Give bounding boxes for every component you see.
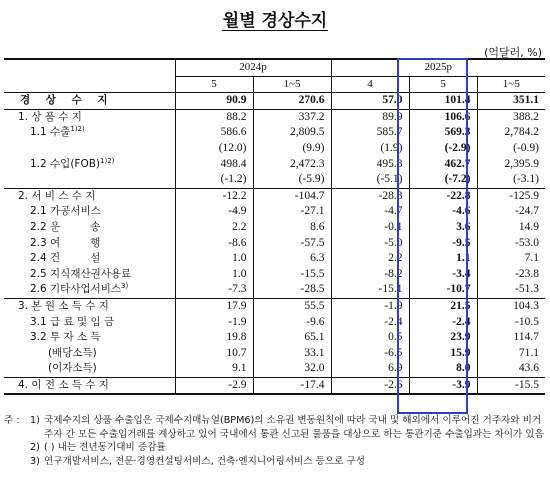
value-cell: -2.9 bbox=[175, 377, 253, 394]
value-cell: -28.3 bbox=[331, 188, 409, 204]
value-cell: -53.0 bbox=[477, 236, 545, 252]
value-cell: 65.1 bbox=[253, 330, 331, 346]
value-cell: 6.3 bbox=[253, 251, 331, 267]
value-cell: 19.8 bbox=[175, 330, 253, 346]
footnote-number: 2) bbox=[30, 442, 40, 454]
value-cell: 495.8 bbox=[331, 157, 409, 173]
unit-label: (억달러, %) bbox=[484, 46, 542, 59]
row-label bbox=[4, 361, 175, 377]
table-row bbox=[4, 188, 545, 204]
value-cell: -104.7 bbox=[253, 188, 331, 204]
value-cell: -15.5 bbox=[253, 267, 331, 283]
value-cell: 55.5 bbox=[253, 298, 331, 314]
row-label bbox=[4, 346, 175, 362]
value-cell: (-2.9) bbox=[409, 141, 477, 157]
value-cell: (-5.9) bbox=[253, 172, 331, 188]
table-row bbox=[4, 330, 545, 346]
value-cell: 498.4 bbox=[175, 157, 253, 173]
row-label bbox=[4, 267, 175, 283]
value-cell: 90.9 bbox=[175, 93, 253, 110]
row-label bbox=[4, 157, 175, 173]
value-cell: -51.3 bbox=[477, 282, 545, 298]
row-label-text: 3. 본 원 소 득 수 지 bbox=[18, 299, 109, 312]
value-cell: -7.3 bbox=[175, 282, 253, 298]
value-cell: (-5.1) bbox=[331, 172, 409, 188]
value-cell: -2.4 bbox=[331, 315, 409, 331]
value-cell: -8.6 bbox=[175, 236, 253, 252]
value-cell: -22.8 bbox=[409, 188, 477, 204]
row-label bbox=[4, 204, 175, 220]
footnote-mark: 주 : bbox=[4, 415, 20, 426]
value-cell: -57.5 bbox=[253, 236, 331, 252]
value-cell: -2.4 bbox=[409, 315, 477, 331]
value-cell: 586.6 bbox=[175, 125, 253, 141]
value-cell: 2,395.9 bbox=[477, 157, 545, 173]
row-label bbox=[4, 236, 175, 252]
value-cell: (-0.9) bbox=[477, 141, 545, 157]
row-label-text: 2.5 지식재산권사용료 bbox=[30, 267, 132, 280]
row-label-text: 경 상 수 지 bbox=[20, 94, 114, 107]
value-cell: 1.0 bbox=[175, 251, 253, 267]
row-label-text: 2.6 기타사업서비스 bbox=[30, 283, 122, 296]
value-cell: 32.0 bbox=[253, 361, 331, 377]
table-row bbox=[4, 377, 545, 394]
footnotes bbox=[4, 414, 544, 468]
row-label-text: 3.1 급 료 및 임 금 bbox=[30, 315, 115, 328]
value-cell: -1.9 bbox=[175, 315, 253, 331]
value-cell: 2,472.3 bbox=[253, 157, 331, 173]
value-cell: 21.5 bbox=[409, 298, 477, 314]
row-label-text: 2.2 운 송 bbox=[30, 220, 101, 233]
header-blank bbox=[4, 59, 175, 93]
header-month: 1~5 bbox=[477, 76, 545, 93]
value-cell: -15.1 bbox=[331, 282, 409, 298]
table-row bbox=[4, 251, 545, 267]
table-row bbox=[4, 267, 545, 283]
row-label-text: (이자소득) bbox=[48, 362, 97, 375]
header-month: 1~5 bbox=[253, 76, 331, 93]
footnote-number: 1) bbox=[30, 415, 40, 426]
header-month: 4 bbox=[331, 76, 409, 93]
value-cell: 6.9 bbox=[331, 361, 409, 377]
value-cell: 569.3 bbox=[409, 125, 477, 141]
page-title: 월별 경상수지 bbox=[222, 11, 328, 31]
value-cell: 2,809.5 bbox=[253, 125, 331, 141]
footnote bbox=[4, 441, 544, 455]
value-cell: 9.1 bbox=[175, 361, 253, 377]
row-label-text: 3.2 투 자 소 득 bbox=[30, 331, 101, 344]
table-row bbox=[4, 361, 545, 377]
value-cell: -12.2 bbox=[175, 188, 253, 204]
value-cell: -23.8 bbox=[477, 267, 545, 283]
value-cell: -2.6 bbox=[331, 377, 409, 394]
value-cell: -15.5 bbox=[477, 377, 545, 394]
value-cell: 114.7 bbox=[477, 330, 545, 346]
table-row bbox=[4, 204, 545, 220]
row-label-text: 2.1 가공서비스 bbox=[30, 205, 101, 218]
row-label-text: 4. 이 전 소 득 수 지 bbox=[18, 378, 109, 391]
table-row bbox=[4, 109, 545, 125]
value-cell: -8.2 bbox=[331, 267, 409, 283]
value-cell: 106.6 bbox=[409, 109, 477, 125]
row-label bbox=[4, 125, 175, 141]
value-cell: 351.1 bbox=[477, 93, 545, 110]
row-label-text: 2. 서 비 스 수 지 bbox=[18, 189, 96, 202]
value-cell: -0.1 bbox=[331, 220, 409, 236]
row-label bbox=[4, 220, 175, 236]
table-row bbox=[4, 282, 545, 298]
value-cell: 0.5 bbox=[331, 330, 409, 346]
value-cell: 1.0 bbox=[175, 267, 253, 283]
value-cell: 71.1 bbox=[477, 346, 545, 362]
row-label-text: 2.4 건 설 bbox=[30, 252, 101, 265]
row-label bbox=[4, 298, 175, 314]
value-cell: 17.9 bbox=[175, 298, 253, 314]
row-label bbox=[4, 282, 175, 298]
value-cell: 2.2 bbox=[175, 220, 253, 236]
value-cell: -125.9 bbox=[477, 188, 545, 204]
value-cell: (-3.1) bbox=[477, 172, 545, 188]
footnote-text: ( ) 내는 전년동기대비 증감률 bbox=[44, 442, 166, 454]
value-cell: -17.4 bbox=[253, 377, 331, 394]
row-label bbox=[4, 109, 175, 125]
header-year-2024: 2024p bbox=[175, 59, 331, 76]
row-label bbox=[4, 377, 175, 394]
value-cell: (-1.2) bbox=[175, 172, 253, 188]
value-cell: -3.4 bbox=[409, 267, 477, 283]
value-cell: -10.7 bbox=[409, 282, 477, 298]
row-label bbox=[4, 93, 175, 110]
value-cell: 2,784.2 bbox=[477, 125, 545, 141]
value-cell: -9.6 bbox=[253, 315, 331, 331]
row-label bbox=[4, 172, 175, 188]
value-cell: 57.0 bbox=[331, 93, 409, 110]
footnote bbox=[4, 455, 544, 469]
value-cell: -5.0 bbox=[331, 236, 409, 252]
value-cell: -4.7 bbox=[331, 204, 409, 220]
value-cell: -27.1 bbox=[253, 204, 331, 220]
value-cell: 388.2 bbox=[477, 109, 545, 125]
value-cell: (12.0) bbox=[175, 141, 253, 157]
footnote-number: 3) bbox=[30, 455, 40, 467]
table-row bbox=[4, 220, 545, 236]
title-underline bbox=[222, 30, 328, 31]
value-cell: 33.1 bbox=[253, 346, 331, 362]
current-account-table bbox=[4, 58, 545, 395]
footnote-mark bbox=[4, 455, 30, 469]
table-row bbox=[4, 236, 545, 252]
value-cell: -3.9 bbox=[409, 377, 477, 394]
value-cell: -4.6 bbox=[409, 204, 477, 220]
table-row bbox=[4, 141, 545, 157]
value-cell: 14.9 bbox=[477, 220, 545, 236]
value-cell: 585.7 bbox=[331, 125, 409, 141]
footnote-text: 국제수지의 상품 수출입은 국제수지매뉴얼(BPM6)의 소유권 변동원칙에 따라 국내 및 해외에서 이루어진 거주자와 비거주자 간 모든 수출입거래를 계상하고 있어 국내에서 통관 신고된 물품을 대상으로 하는 통관기준 수출입과는 차이가 있음 bbox=[44, 415, 544, 440]
value-cell: -6.5 bbox=[331, 346, 409, 362]
header-month: 5 bbox=[175, 76, 253, 93]
value-cell: 462.7 bbox=[409, 157, 477, 173]
row-label bbox=[4, 188, 175, 204]
value-cell: 337.2 bbox=[253, 109, 331, 125]
footnote-text: 연구개발서비스, 전문·경영컨설팅서비스, 건축·엔지니어링서비스 등으로 구성 bbox=[44, 455, 365, 467]
table-row bbox=[4, 315, 545, 331]
value-cell: -24.7 bbox=[477, 204, 545, 220]
table-row bbox=[4, 157, 545, 173]
row-label bbox=[4, 330, 175, 346]
value-cell: 2.2 bbox=[331, 251, 409, 267]
table-row bbox=[4, 298, 545, 314]
row-label-text: 1. 상 품 수 지 bbox=[18, 110, 82, 123]
header-year-2025: 2025p bbox=[331, 59, 545, 76]
footnote-ref: 1)2) bbox=[70, 125, 85, 134]
footnote bbox=[4, 414, 544, 441]
value-cell: 270.6 bbox=[253, 93, 331, 110]
value-cell: -28.5 bbox=[253, 282, 331, 298]
value-cell: 3.6 bbox=[409, 220, 477, 236]
value-cell: 7.1 bbox=[477, 251, 545, 267]
value-cell: -1.9 bbox=[331, 298, 409, 314]
header-month: 5 bbox=[409, 76, 477, 93]
footnote-ref: 3) bbox=[121, 282, 129, 291]
footnote-mark bbox=[4, 441, 30, 455]
footnote-ref: 1)2) bbox=[100, 156, 115, 165]
value-cell: 43.6 bbox=[477, 361, 545, 377]
table-row bbox=[4, 172, 545, 188]
value-cell: (9.9) bbox=[253, 141, 331, 157]
table-row bbox=[4, 346, 545, 362]
value-cell: 89.9 bbox=[331, 109, 409, 125]
value-cell: (-7.2) bbox=[409, 172, 477, 188]
row-label-text: (배당소득) bbox=[48, 346, 97, 359]
row-label-text: 1.2 수입(FOB) bbox=[30, 157, 101, 170]
value-cell: 15.9 bbox=[409, 346, 477, 362]
value-cell: -10.5 bbox=[477, 315, 545, 331]
value-cell: (1.9) bbox=[331, 141, 409, 157]
value-cell: 1.1 bbox=[409, 251, 477, 267]
value-cell: 8.6 bbox=[253, 220, 331, 236]
value-cell: 8.0 bbox=[409, 361, 477, 377]
value-cell: 104.3 bbox=[477, 298, 545, 314]
value-cell: -9.5 bbox=[409, 236, 477, 252]
value-cell: 10.7 bbox=[175, 346, 253, 362]
row-label bbox=[4, 141, 175, 157]
value-cell: -4.9 bbox=[175, 204, 253, 220]
value-cell: 88.2 bbox=[175, 109, 253, 125]
value-cell: 101.4 bbox=[409, 93, 477, 110]
total-row bbox=[4, 93, 545, 110]
table-row bbox=[4, 125, 545, 141]
row-label bbox=[4, 315, 175, 331]
row-label-text: 1.1 수출 bbox=[30, 126, 71, 139]
row-label-text: 2.3 여 행 bbox=[30, 236, 101, 249]
row-label bbox=[4, 251, 175, 267]
value-cell: 23.9 bbox=[409, 330, 477, 346]
